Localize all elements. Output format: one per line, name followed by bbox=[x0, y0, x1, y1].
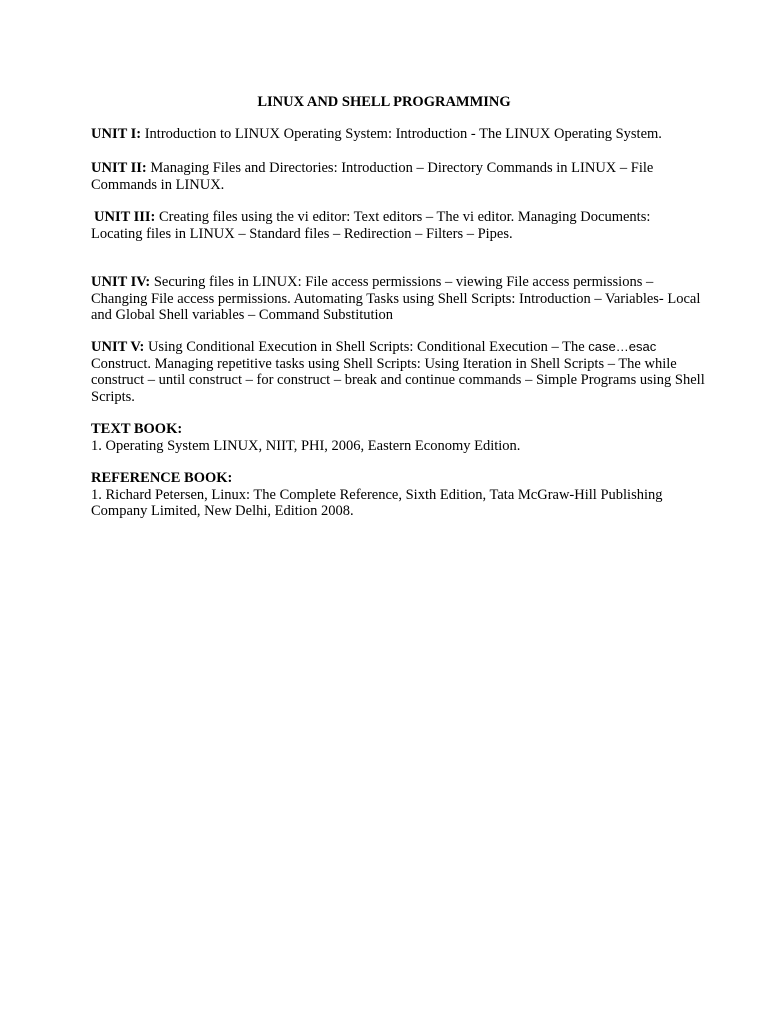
unit-5-line-4: Scripts. bbox=[91, 388, 135, 405]
case-esac-code: case…esac bbox=[588, 339, 657, 354]
unit-5-line-3: construct – until construct – for construct – break and continue commands – Simple Programs using Shell bbox=[91, 372, 705, 388]
unit-4-line-1: UNIT IV: Securing files in LINUX: File access permissions – viewing File access permissions – bbox=[91, 274, 654, 290]
unit-5-section bbox=[91, 339, 705, 405]
unit-3-continued bbox=[91, 226, 691, 243]
unit-2-line-1: UNIT II: Managing Files and Directories: Introduction – Directory Commands in LINUX – File bbox=[91, 160, 654, 176]
unit-2-label: UNIT II: bbox=[91, 160, 147, 176]
unit-3-label: UNIT III: bbox=[94, 209, 156, 225]
unit-3-line-2: Locating files in LINUX – Standard files – Redirection – Filters – Pipes. bbox=[91, 225, 513, 242]
unit-2-line-2: Commands in LINUX. bbox=[91, 176, 225, 193]
unit-4-section bbox=[91, 274, 701, 324]
reference-book-line-2: Company Limited, New Delhi, Edition 2008. bbox=[91, 503, 354, 519]
unit-4-line-2: Changing File access permissions. Automating Tasks using Shell Scripts: Introduction – Variables- Local bbox=[91, 290, 701, 307]
reference-book-line-1: 1. Richard Petersen, Linux: The Complete Reference, Sixth Edition, Tata McGraw-Hill Publishing bbox=[91, 486, 663, 503]
text-book-heading: TEXT BOOK: bbox=[91, 421, 183, 437]
reference-book-heading: REFERENCE BOOK: bbox=[91, 470, 233, 486]
unit-1-section bbox=[91, 126, 691, 143]
reference-book-section bbox=[91, 470, 691, 520]
unit-1-label: UNIT I: bbox=[91, 126, 142, 142]
document-title: LINUX AND SHELL PROGRAMMING bbox=[257, 94, 511, 110]
unit-3-line-1: UNIT III: Creating files using the vi editor: Text editors – The vi editor. Managing Documents: bbox=[94, 209, 651, 225]
unit-2-section bbox=[91, 160, 691, 193]
unit-5-line-2: Construct. Managing repetitive tasks using Shell Scripts: Using Iteration in Shell Scripts – The while bbox=[91, 355, 677, 372]
text-book-item-1: 1. Operating System LINUX, NIIT, PHI, 2006, Eastern Economy Edition. bbox=[91, 437, 521, 454]
unit-3-section bbox=[94, 209, 694, 226]
unit-4-label: UNIT IV: bbox=[91, 274, 151, 290]
unit-1-text: Introduction to LINUX Operating System: Introduction - The LINUX Operating System. bbox=[141, 126, 662, 142]
unit-4-line-3: and Global Shell variables – Command Substitution bbox=[91, 307, 394, 323]
unit-5-label: UNIT V: bbox=[91, 339, 145, 355]
unit-1-line bbox=[91, 126, 691, 143]
text-book-section bbox=[91, 421, 691, 454]
unit-5-line-1: UNIT V: Using Conditional Execution in Shell Scripts: Conditional Execution – The case…esac bbox=[91, 339, 657, 355]
